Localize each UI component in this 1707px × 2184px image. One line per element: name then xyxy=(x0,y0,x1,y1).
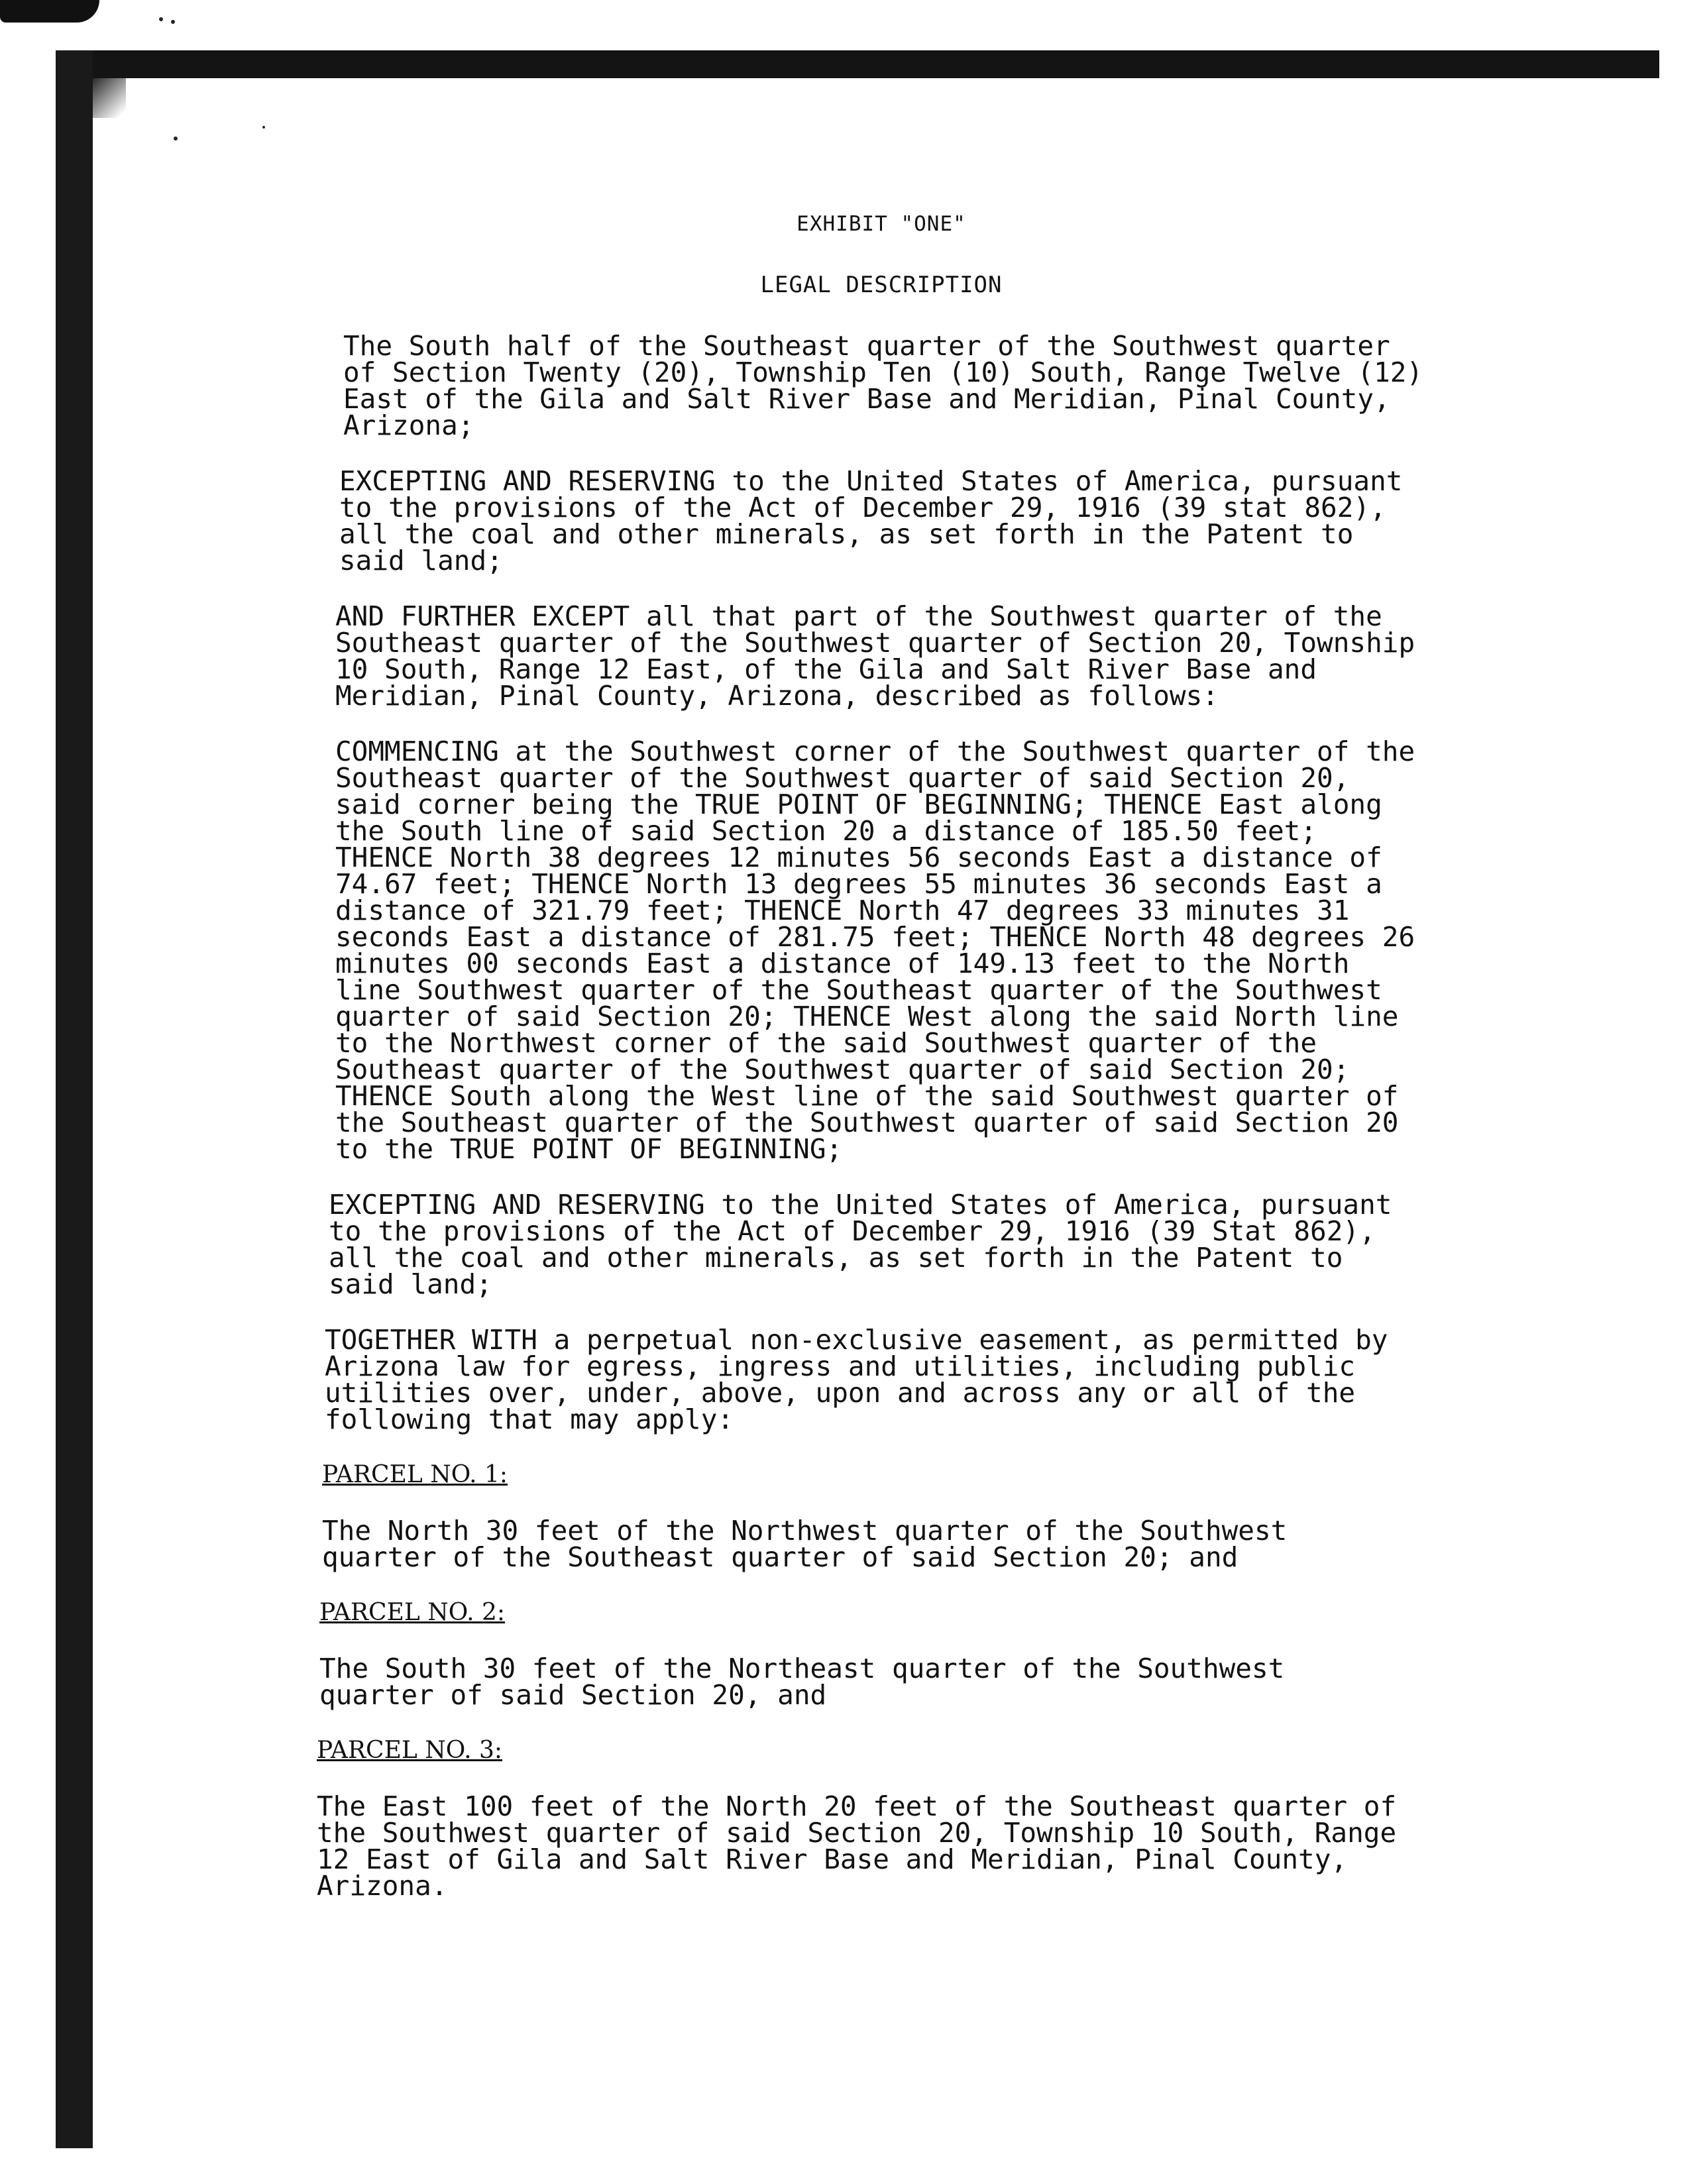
scan-artifact xyxy=(0,0,99,23)
scan-speck xyxy=(159,17,163,21)
scan-border-top xyxy=(74,50,1659,78)
paragraph-commencing: COMMENCING at the Southwest corner of the Southwest quarter of the Southeast quarter of the Southwest quarter of said Section 20, said corner being the TRUE POINT OF BEGINNING; THENCE East along the South line of said Section 20 a distance of 185.50 feet; THENCE North 38 degrees 12 minutes 56 seconds East a distance of 74.67 feet; THENCE North 13 degrees 55 minutes 36 seconds East a distance of 321.79 feet; THENCE North 47 degrees 33 minutes 31 seconds East a distance of 281.75 feet; THENCE North 48 degrees 26 minutes 00 seconds East a distance of 149.13 feet to the North line Southwest quarter of the Southeast quarter of the Southwest quarter of said Section 20; THENCE West along the said North line to the Northwest corner of the said Southwest quarter of the Southeast quarter of the Southwest quarter of said Section 20; THENCE South along the West line of the said Southwest quarter of the Southeast quarter of the Southwest quarter of said Section 20 to the TRUE POINT OF BEGINNING; xyxy=(335,736,1415,1165)
scan-border-left xyxy=(56,50,93,2148)
exhibit-title: EXHIBIT "ONE" xyxy=(797,212,966,236)
paragraph-reservation-2: EXCEPTING AND RESERVING to the United States of America, pursuant to the provisions of the Act of December 29, 1916 (39 Stat 862), all the coal and other minerals, as set forth in the Patent to said land; xyxy=(329,1189,1392,1300)
parcel-1-label: PARCEL NO. 1: xyxy=(322,1461,508,1488)
paragraph-easement: TOGETHER WITH a perpetual non-exclusive easement, as permitted by Arizona law for egress, ingress and utilities, including public utilities over, under, above, upon and across any or all of the following that may apply: xyxy=(325,1324,1388,1435)
scan-speck xyxy=(174,136,178,140)
parcel-3-label: PARCEL NO. 3: xyxy=(317,1737,503,1764)
scan-shadow xyxy=(93,78,126,118)
paragraph-property: The South half of the Southeast quarter of the Southwest quarter of Section Twenty (20), Township Ten (10) South, Range Twelve (12) East of the Gila and Salt River Base and Meridian, Pinal County, Arizona; xyxy=(343,330,1423,441)
paragraph-further-except: AND FURTHER EXCEPT all that part of the Southwest quarter of the Southeast quarter of the Southwest quarter of Section 20, Township 10 South, Range 12 East, of the Gila and Salt River Base and Meridian, Pinal County, Arizona, described as follows: xyxy=(335,600,1415,712)
parcel-3-text: The East 100 feet of the North 20 feet of the Southeast quarter of the Southwest quarter of said Section 20, Township 10 South, Range 12 East of Gila and Salt River Base and Meridian, Pinal County, Arizona. xyxy=(317,1790,1397,1902)
parcel-2-label: PARCEL NO. 2: xyxy=(319,1599,506,1626)
scan-speck xyxy=(171,20,175,24)
parcel-2-text: The South 30 feet of the Northeast quarter of the Southwest quarter of said Section 20, and xyxy=(319,1653,1285,1711)
scan-speck xyxy=(262,126,265,129)
paragraph-reservation: EXCEPTING AND RESERVING to the United States of America, pursuant to the provisions of the Act of December 29, 1916 (39 stat 862), all the coal and other minerals, as set forth in the Patent to said land; xyxy=(339,465,1403,576)
document-heading: LEGAL DESCRIPTION xyxy=(760,272,1003,298)
parcel-1-text: The North 30 feet of the Northwest quarter of the Southwest quarter of the Southeast quarter of said Section 20; and xyxy=(322,1515,1288,1573)
legal-document xyxy=(311,212,1531,1928)
